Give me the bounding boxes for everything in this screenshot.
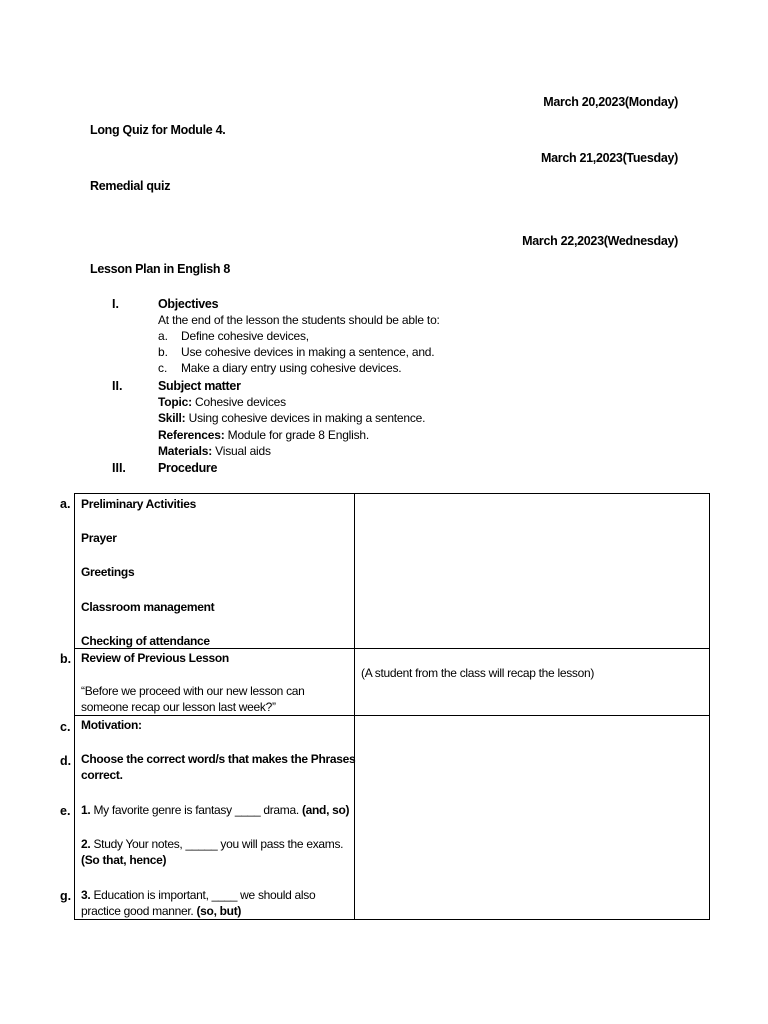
references-line bbox=[158, 428, 369, 442]
references-value: Module for grade 8 English. bbox=[224, 428, 370, 442]
materials-label: Materials: bbox=[158, 444, 213, 458]
question-1-text: My favorite genre is fantasy ____ drama. bbox=[90, 803, 302, 817]
question-1 bbox=[81, 803, 349, 817]
prayer-label: Prayer bbox=[81, 531, 117, 545]
references-label: References: bbox=[158, 428, 225, 442]
question-2 bbox=[81, 837, 343, 851]
table-row bbox=[75, 649, 710, 716]
materials-value: Visual aids bbox=[212, 444, 271, 458]
objective-c-text: Make a diary entry using cohesive devices. bbox=[181, 361, 402, 375]
classroom-management-label: Classroom management bbox=[81, 600, 215, 614]
question-3-choices: (so, but) bbox=[196, 904, 242, 918]
question-3-number: 3. bbox=[81, 888, 91, 902]
preliminary-activities-response-cell bbox=[355, 494, 710, 649]
motivation-title: Motivation: bbox=[81, 718, 142, 732]
topic-label: Topic: bbox=[158, 395, 192, 409]
subject-matter-title: Subject matter bbox=[158, 379, 241, 393]
procedure-numeral: III. bbox=[112, 461, 126, 475]
question-2-text: Study Your notes, _____ you will pass the exams. bbox=[90, 837, 344, 851]
heading-remedial-quiz: Remedial quiz bbox=[90, 179, 171, 193]
topic-value: Cohesive devices bbox=[191, 395, 286, 409]
checking-attendance-label: Checking of attendance bbox=[81, 634, 210, 648]
date-wednesday: March 22,2023(Wednesday) bbox=[522, 234, 678, 248]
procedure-title: Procedure bbox=[158, 461, 218, 475]
row-letter-g: g. bbox=[60, 889, 72, 903]
question-3-text-line2: practice good manner. bbox=[81, 904, 197, 918]
objective-a-mark: a. bbox=[158, 329, 169, 343]
review-quote-line1: “Before we proceed with our new lesson can bbox=[81, 684, 305, 698]
question-2-number: 2. bbox=[81, 837, 91, 851]
motivation-instruction-line1: Choose the correct word/s that makes the Phrases bbox=[81, 752, 356, 766]
objective-b-text: Use cohesive devices in making a sentence, and. bbox=[181, 345, 435, 359]
question-3 bbox=[81, 888, 315, 902]
heading-lesson-plan: Lesson Plan in English 8 bbox=[90, 262, 231, 276]
question-1-number: 1. bbox=[81, 803, 91, 817]
objective-a-text: Define cohesive devices, bbox=[181, 329, 309, 343]
objectives-numeral: I. bbox=[112, 297, 119, 311]
row-letter-e: e. bbox=[60, 804, 71, 818]
question-2-choices: (So that, hence) bbox=[81, 853, 167, 867]
review-lesson-response-cell bbox=[355, 649, 710, 716]
row-letter-b: b. bbox=[60, 652, 72, 666]
row-letter-d: d. bbox=[60, 754, 72, 768]
greetings-label: Greetings bbox=[81, 565, 135, 579]
preliminary-activities-title: Preliminary Activities bbox=[81, 497, 197, 511]
objective-b-mark: b. bbox=[158, 345, 169, 359]
materials-line bbox=[158, 444, 271, 458]
skill-value: Using cohesive devices in making a sentence. bbox=[185, 411, 426, 425]
heading-long-quiz: Long Quiz for Module 4. bbox=[90, 123, 226, 137]
review-lesson-cell bbox=[75, 649, 355, 716]
motivation-cell bbox=[75, 716, 355, 920]
objectives-intro: At the end of the lesson the students should be able to: bbox=[158, 313, 440, 327]
topic-line bbox=[158, 395, 286, 409]
question-3-line2 bbox=[81, 904, 241, 918]
question-3-text: Education is important, ____ we should also bbox=[90, 888, 316, 902]
skill-label: Skill: bbox=[158, 411, 186, 425]
table-row bbox=[75, 494, 710, 649]
preliminary-activities-cell bbox=[75, 494, 355, 649]
motivation-instruction-line2: correct. bbox=[81, 768, 123, 782]
procedure-table bbox=[74, 493, 710, 920]
review-quote-line2: someone recap our lesson last week?” bbox=[81, 700, 276, 714]
date-tuesday: March 21,2023(Tuesday) bbox=[541, 151, 678, 165]
objectives-title: Objectives bbox=[158, 297, 219, 311]
skill-line bbox=[158, 411, 425, 425]
review-student-response: (A student from the class will recap the lesson) bbox=[361, 666, 595, 680]
row-letter-c: c. bbox=[60, 720, 71, 734]
motivation-response-cell bbox=[355, 716, 710, 920]
table-row bbox=[75, 716, 710, 920]
question-1-choices: (and, so) bbox=[301, 803, 350, 817]
objective-c-mark: c. bbox=[158, 361, 168, 375]
review-lesson-title: Review of Previous Lesson bbox=[81, 651, 229, 665]
row-letter-a: a. bbox=[60, 497, 71, 511]
subject-matter-numeral: II. bbox=[112, 379, 123, 393]
date-monday: March 20,2023(Monday) bbox=[543, 95, 678, 109]
